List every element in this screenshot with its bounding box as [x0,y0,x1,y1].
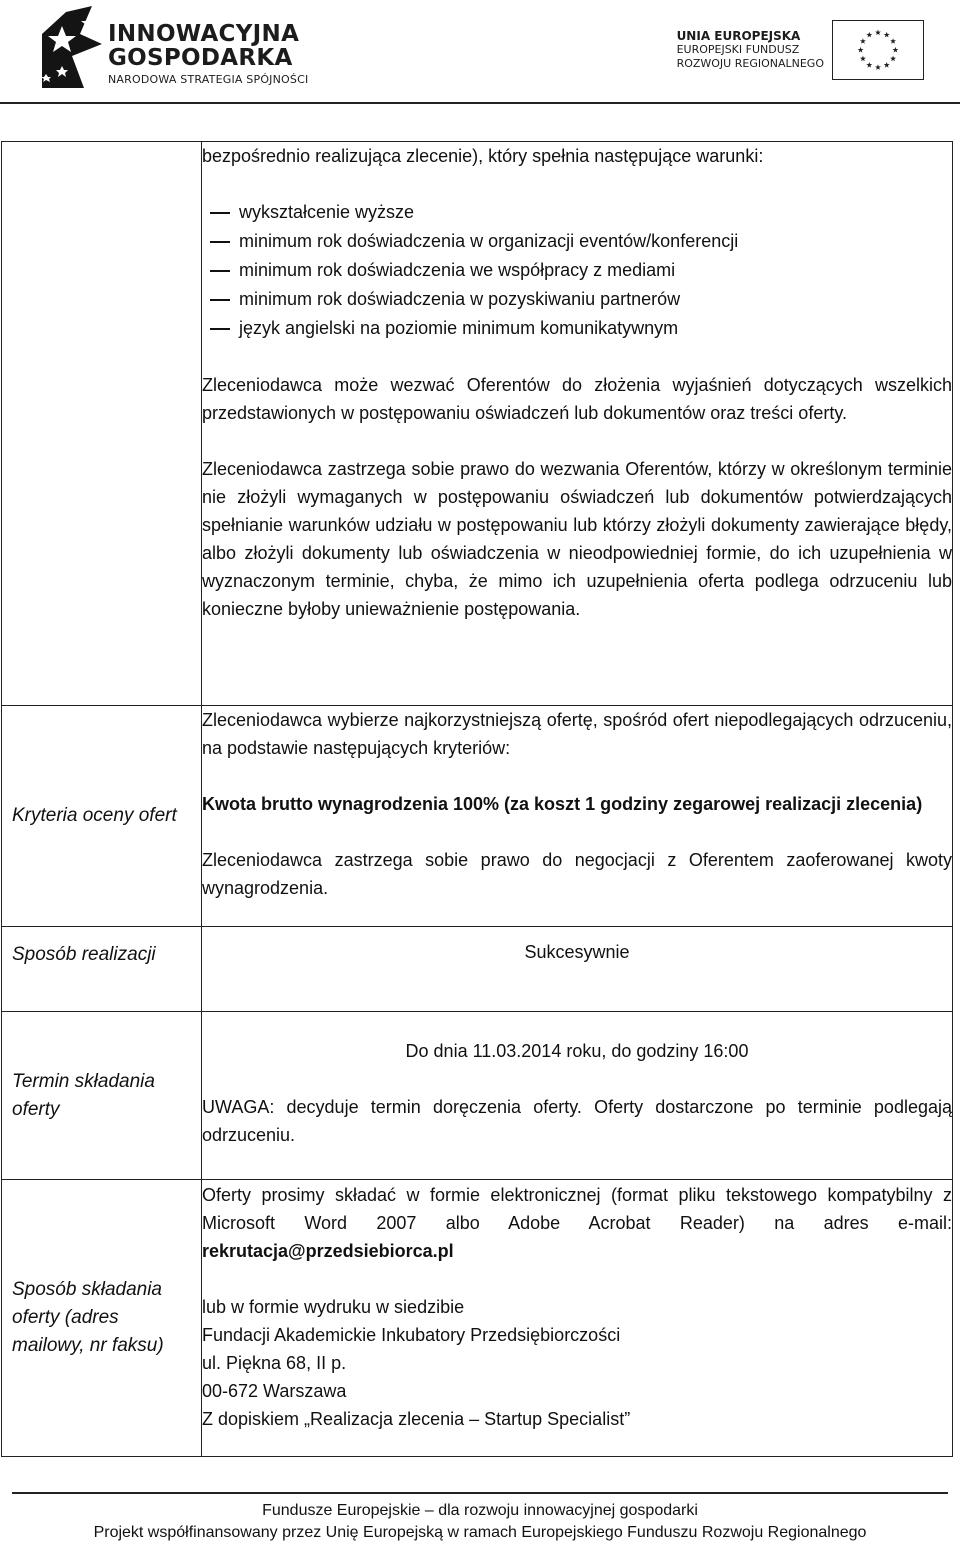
method-label: Sposób realizacji [12,944,156,965]
negotiation-paragraph: Zleceniodawca zastrzega sobie prawo do negocjacji z Oferentem zaoferowanej kwoty wynagrodzenia. [202,850,952,898]
eu-star-icon [875,30,881,36]
eu-star-icon [892,47,898,53]
eu-star-icon [884,62,890,68]
address-line: lub w formie wydruku w siedzibie [202,1297,465,1317]
email-address[interactable]: rekrutacja@przedsiebiorca.pl [202,1241,454,1261]
criteria-cell [202,706,953,927]
eu-star-icon [866,32,872,38]
requirements-cell [202,142,953,706]
deadline-cell [202,1012,953,1180]
eu-star-icon [860,38,866,44]
submission-label-cell [2,1180,202,1457]
method-label-cell [2,927,202,1012]
address-line: ul. Piękna 68, II p. [202,1353,347,1373]
logo-title-line2: GOSPODARKA [108,45,293,71]
submission-label: Sposób składania oferty (adres mailowy, nr faksu) [12,1279,164,1356]
deadline-label: Termin składania oferty [12,1070,155,1120]
list-item: wykształcenie wyższe [202,198,952,227]
criteria-paragraph: Zleceniodawca wybierze najkorzystniejszą ofertę, spośród ofert niepodlegających odrzuceniu, na podstawie następujących kryteriów: [202,710,952,758]
table-row [2,1012,953,1180]
submission-paragraph: Oferty prosimy składać w formie elektronicznej (format pliku tekstowego kompatybilny z Microsoft Word 2007 albo Adobe Acrobat Reader) na adres e-mail: rekrutacja@przedsiebiorca.pl [202,1185,952,1261]
method-value: Sukcesywnie [524,942,630,962]
eu-star-icon [884,32,890,38]
empty-label-cell [2,142,202,706]
footer-line1: Fundusze Europejskie – dla rozwoju innowacyjnej gospodarki [262,1502,698,1519]
deadline-date: Do dnia 11.03.2014 roku, do godziny 16:00 [405,1041,749,1061]
conditions-list [202,198,952,343]
eu-star-icon [866,62,872,68]
logo-subtitle: NARODOWA STRATEGIA SPÓJNOŚCI [108,73,309,86]
eu-logo-line3: ROZWOJU REGIONALNEGO [676,57,824,70]
supplement-paragraph: Zleceniodawca zastrzega sobie prawo do wezwania Oferentów, którzy w określonym terminie nie złożyli wymaganych w postępowaniu oświadczeń lub dokumentów potwierdzających spełnianie warunków udziału w postępowaniu lub którzy złożyli dokumenty zawierające błędy, albo złożyli dokumenty lub oświadczenia w nieodpowiedniej formie, do ich uzupełnienia w wyznaczonym terminie, chyba, że mimo ich uzupełnienia oferta podlega odrzuceniu lub konieczne byłoby unieważnienie postępowania. [202,459,952,619]
eu-star-icon [890,56,896,62]
eu-logo-line1: UNIA EUROPEJSKA [676,29,801,43]
criteria-label-cell [2,706,202,927]
eu-flag-icon [832,20,924,80]
table-row [2,927,953,1012]
list-item: minimum rok doświadczenia w pozyskiwaniu partnerów [202,285,952,314]
submission-cell [202,1180,953,1457]
eu-star-icon [858,47,864,53]
deadline-note: UWAGA: decyduje termin doręczenia oferty. Oferty dostarczone po terminie podlegają odrzuceniu. [202,1097,952,1145]
header-divider [0,102,960,104]
requirements-lead: bezpośrednio realizująca zlecenie), który spełnia następujące warunki: [202,146,764,166]
table-row [2,706,953,927]
footer-divider [12,1492,948,1494]
address-line: Z dopiskiem „Realizacja zlecenia – Startup Specialist” [202,1409,631,1429]
address-line: Fundacji Akademickie Inkubatory Przedsiębiorczości [202,1325,621,1345]
table-row [2,1180,953,1457]
clarification-paragraph: Zleceniodawca może wezwać Oferentów do złożenia wyjaśnień dotyczących wszelkich przedstawionych w postępowaniu oświadczeń lub dokumentów oraz treści oferty. [202,375,952,423]
table-row [2,142,953,706]
criteria-bold-text: Kwota brutto wynagrodzenia 100% (za koszt 1 godziny zegarowej realizacji zlecenia) [202,794,923,814]
offer-details-table [1,141,953,1457]
eu-star-icon [860,56,866,62]
logo-title-line1: INNOWACYJNA [108,21,300,47]
deadline-label-cell [2,1012,202,1180]
list-item: minimum rok doświadczenia we współpracy z mediami [202,256,952,285]
page-header [0,0,960,104]
page-footer [0,1500,960,1544]
eu-logo-line2: EUROPEJSKI FUNDUSZ [676,43,800,56]
criteria-label: Kryteria oceny ofert [12,805,177,826]
address-line: 00-672 Warszawa [202,1381,347,1401]
list-item: język angielski na poziomie minimum komunikatywnym [202,314,952,343]
eu-star-icon [890,38,896,44]
eu-star-icon [875,64,881,70]
method-cell [202,927,953,1012]
list-item: minimum rok doświadczenia w organizacji eventów/konferencji [202,227,952,256]
footer-line2: Projekt współfinansowany przez Unię Europejską w ramach Europejskiego Funduszu Rozwoju Regionalnego [93,1524,867,1541]
